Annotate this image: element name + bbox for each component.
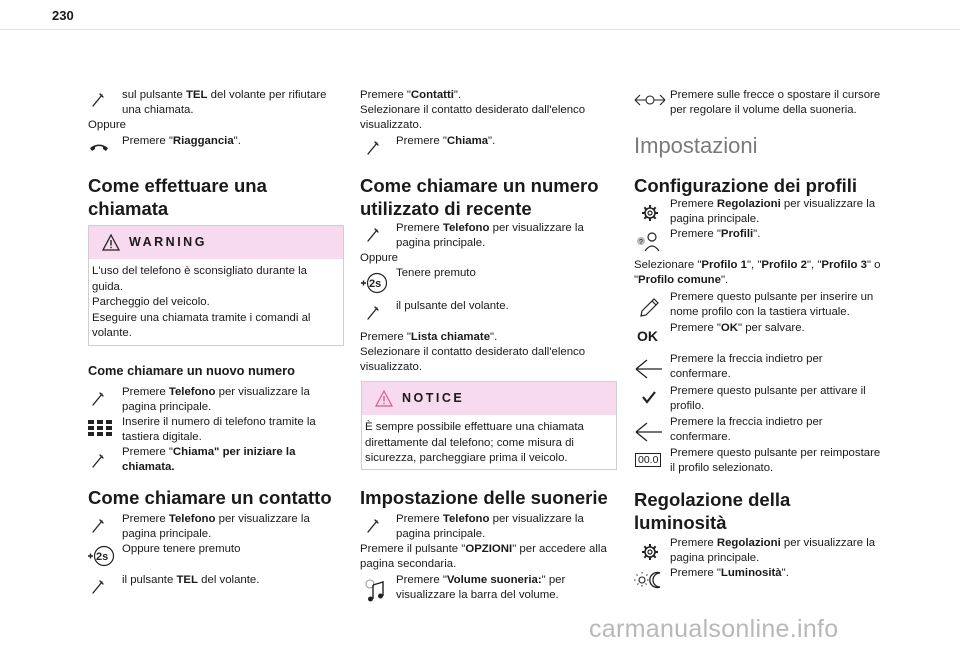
back-arrow-icon <box>634 358 664 380</box>
text-line: Premere "Profili". <box>670 228 761 240</box>
text-line: Premere questo pulsante per reimpostare <box>670 447 881 459</box>
text-line: sicurezza, parcheggiare prima il veicolo. <box>365 452 568 464</box>
section-heading: luminosità <box>634 512 727 533</box>
warning-box <box>88 225 344 346</box>
steering-wheel-button-icon <box>360 272 388 294</box>
text-line: pagina principale. <box>122 528 212 540</box>
notice-title: NOTICE <box>402 391 465 405</box>
text-line: chiamata. <box>122 461 175 473</box>
warning-icon <box>102 234 120 251</box>
text-line: volante. <box>92 327 132 339</box>
text-line: sul pulsante TEL del volante per rifiutare <box>122 89 327 101</box>
warning-title: WARNING <box>129 235 207 249</box>
slider-cursor-icon <box>634 93 666 107</box>
page-number: 230 <box>52 8 74 23</box>
text-line: il pulsante del volante. <box>396 300 509 312</box>
watermark: carmanualsonline.info <box>589 615 839 643</box>
text-line: Oppure <box>88 119 126 131</box>
text-line: Premere "Chiama". <box>396 135 496 147</box>
brightness-icon <box>634 570 664 590</box>
pencil-icon <box>638 297 660 319</box>
notice-box <box>361 381 617 470</box>
hand-tap-icon <box>89 390 107 408</box>
gear-icon <box>641 543 659 561</box>
section-heading: Come chiamare un contatto <box>88 487 332 508</box>
text-line: tastiera digitale. <box>122 431 202 443</box>
checkmark-icon <box>642 390 656 404</box>
text-line: Premere "Luminosità". <box>670 567 789 579</box>
text-line: pagina principale. <box>396 237 486 249</box>
text-line: il pulsante TEL del volante. <box>122 574 260 586</box>
section-heading: utilizzato di recente <box>360 198 532 219</box>
text-line: guida. <box>92 280 124 293</box>
subsection-heading: Come chiamare un nuovo numero <box>88 363 295 378</box>
text-line: pagina principale. <box>670 552 760 564</box>
text-line: Selezionare il contatto desiderato dall'elenco <box>360 346 586 358</box>
text-line: visualizzato. <box>360 361 423 373</box>
text-line: Premere la freccia indietro per <box>670 353 823 365</box>
keypad-icon <box>88 419 112 437</box>
text-line: pagina principale. <box>396 528 486 540</box>
text-line: per regolare il volume della suoneria. <box>670 104 857 116</box>
warning-header <box>89 226 343 259</box>
back-arrow-icon <box>634 421 664 443</box>
section-heading: Regolazione della <box>634 489 791 510</box>
text-line: Premere questo pulsante per inserire un <box>670 291 874 303</box>
text-line: L'uso del telefono è sconsigliato durante la <box>92 265 307 277</box>
text-line: direttamente dal telefono; come misura di <box>365 436 574 449</box>
hand-tap-icon <box>364 226 382 244</box>
gear-icon <box>641 204 659 222</box>
text-line: confermare. <box>670 431 731 443</box>
text-line: Premere questo pulsante per attivare il <box>670 385 866 397</box>
text-line: Premere Telefono per visualizzare la <box>396 222 584 234</box>
section-heading: Come effettuare una <box>88 175 267 196</box>
svg-text:2s: 2s <box>369 278 382 290</box>
text-line: una chiamata. <box>122 104 194 116</box>
hand-tap-icon <box>89 91 107 109</box>
text-line: il profilo selezionato. <box>670 462 774 474</box>
profiles-icon <box>634 230 662 252</box>
hang-up-icon <box>88 137 110 155</box>
text-line: Premere il pulsante "OPZIONI" per accedere alla <box>360 543 607 555</box>
hand-tap-icon <box>89 452 107 470</box>
text-line: Premere Regolazioni per visualizzare la <box>670 198 876 210</box>
text-line: Premere "OK" per salvare. <box>670 322 805 334</box>
text-line: Premere "Chiama" per iniziare la <box>122 446 296 458</box>
text-line: visualizzato. <box>360 119 423 131</box>
text-line: Selezionare il contatto desiderato dall'elenco <box>360 104 586 116</box>
text-line: Premere "Contatti". <box>360 89 462 101</box>
hand-tap-icon <box>364 517 382 535</box>
reset-button-icon: 00.0 <box>635 453 661 467</box>
hand-tap-icon <box>89 517 107 535</box>
text-line: Premere sulle frecce o spostare il cursore <box>670 89 881 101</box>
section-heading: chiamata <box>88 198 169 219</box>
text-line: profilo. <box>670 400 705 412</box>
chapter-title: Impostazioni <box>634 133 758 158</box>
text-line: pagina principale. <box>122 401 212 413</box>
text-line: Oppure <box>360 252 398 264</box>
text-line: pagina principale. <box>670 213 760 225</box>
header-divider <box>0 29 960 30</box>
section-heading: Impostazione delle suonerie <box>360 487 608 508</box>
hand-tap-icon <box>364 139 382 157</box>
text-line: Premere "Lista chiamate". <box>360 331 498 343</box>
text-line: Premere "Volume suoneria:" per <box>396 574 566 586</box>
text-line: Premere Telefono per visualizzare la <box>122 386 310 398</box>
text-line: Premere Regolazioni per visualizzare la <box>670 537 876 549</box>
notice-header <box>362 382 616 415</box>
ok-button-icon: OK <box>637 328 658 344</box>
text-line: Eseguire una chiamata tramite i comandi al <box>92 311 311 324</box>
text-line: "Profilo comune". <box>634 274 729 286</box>
warning-text <box>92 264 310 342</box>
notice-icon <box>375 390 393 407</box>
svg-text:2s: 2s <box>96 551 109 563</box>
text-line: confermare. <box>670 368 731 380</box>
text-line: Premere "Riaggancia". <box>122 135 241 147</box>
hand-tap-icon <box>364 304 382 322</box>
section-heading: Come chiamare un numero <box>360 175 599 196</box>
text-line: Tenere premuto <box>396 267 476 279</box>
svg-text:?: ? <box>639 239 643 246</box>
text-line: Selezionare "Profilo 1", "Profilo 2", "Profilo 3" o <box>634 259 881 271</box>
section-heading: Configurazione dei profili <box>634 175 858 196</box>
notice-text <box>365 420 584 467</box>
text-line: visualizzare la barra del volume. <box>396 589 559 601</box>
text-line: Oppure tenere premuto <box>122 543 241 555</box>
text-line: Premere Telefono per visualizzare la <box>396 513 584 525</box>
text-line: nome profilo con la tastiera virtuale. <box>670 306 850 318</box>
hand-tap-icon <box>89 578 107 596</box>
text-line: Inserire il numero di telefono tramite la <box>122 416 316 428</box>
text-line: Premere Telefono per visualizzare la <box>122 513 310 525</box>
text-line: È sempre possibile effettuare una chiamata <box>365 421 584 433</box>
text-line: pagina secondaria. <box>360 558 457 570</box>
steering-wheel-button-icon <box>87 545 115 567</box>
text-line: Premere la freccia indietro per <box>670 416 823 428</box>
text-line: Parcheggio del veicolo. <box>92 296 210 308</box>
music-settings-icon <box>363 577 387 603</box>
